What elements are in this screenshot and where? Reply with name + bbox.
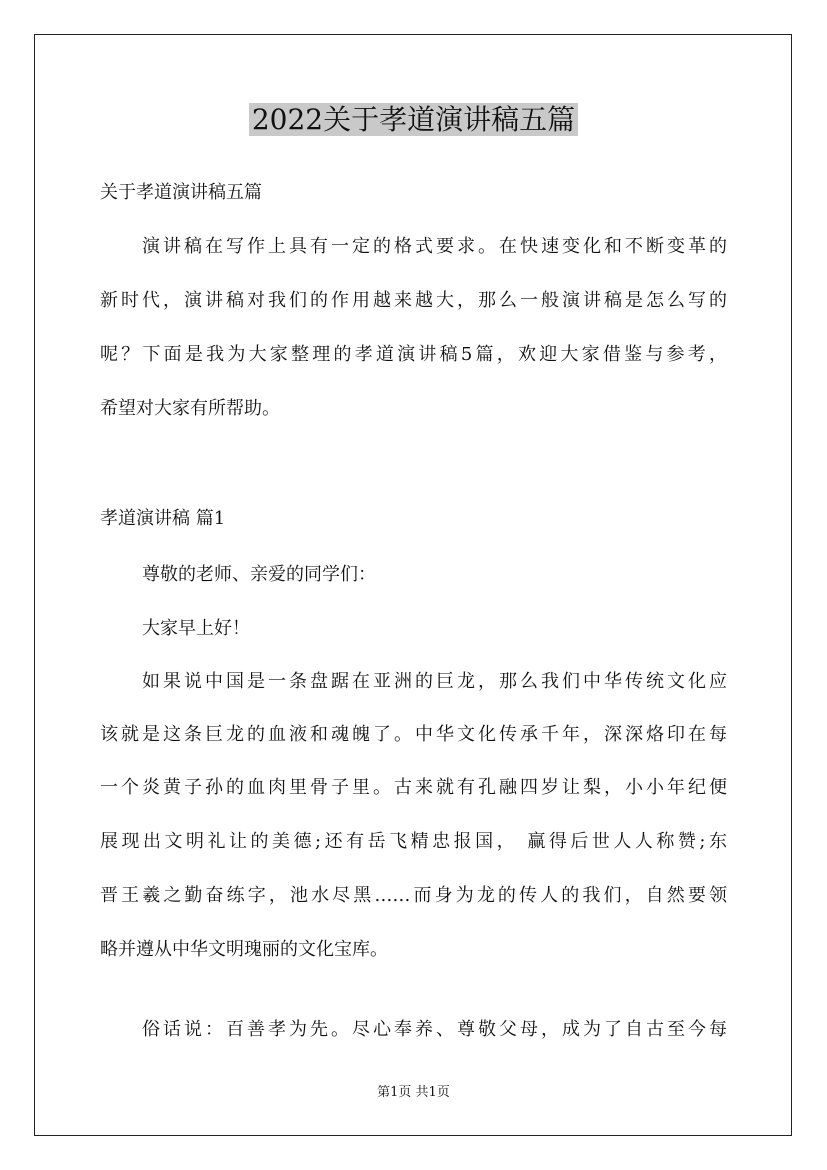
paragraph-line: 略并遵从中华文明瑰丽的文化宝库。 [100,939,388,960]
paragraph-line: 希望对大家有所帮助。 [100,398,280,419]
paragraph-line: 展现出文明礼让的美德;还有岳飞精忠报国， 赢得后世人人称赞;东 [100,831,727,852]
document-title-text: 2022关于孝道演讲稿五篇 [249,103,578,136]
subtitle-line: 关于孝道演讲稿五篇 [100,182,262,203]
paragraph-line: 演讲稿在写作上具有一定的格式要求。在快速变化和不断变革的 [142,236,727,257]
paragraph-line: 新时代，演讲稿对我们的作用越来越大，那么一般演讲稿是怎么写的 [100,290,727,311]
section-heading: 孝道演讲稿 篇1 [100,508,226,529]
paragraph-line: 呢？下面是我为大家整理的孝道演讲稿5篇，欢迎大家借鉴与参考， [100,344,727,365]
paragraph-line: 一个炎黄子孙的血肉里骨子里。古来就有孔融四岁让梨，小小年纪便 [100,777,727,798]
paragraph-line: 如果说中国是一条盘踞在亚洲的巨龙，那么我们中华传统文化应 [142,671,727,692]
document-title [0,100,827,140]
greeting-line: 大家早上好！ [142,618,250,639]
salutation-line: 尊敬的老师、亲爱的同学们： [142,564,376,585]
paragraph-line: 俗话说：百善孝为先。尽心奉养、尊敬父母，成为了自古至今每 [142,1019,727,1040]
paragraph-line: 晋王羲之勤奋练字，池水尽黑……而身为龙的传人的我们，自然要领 [100,885,727,906]
paragraph-line: 该就是这条巨龙的血液和魂魄了。中华文化传承千年，深深烙印在每 [100,724,727,745]
page-footer: 第1页 共1页 [377,1085,450,1100]
